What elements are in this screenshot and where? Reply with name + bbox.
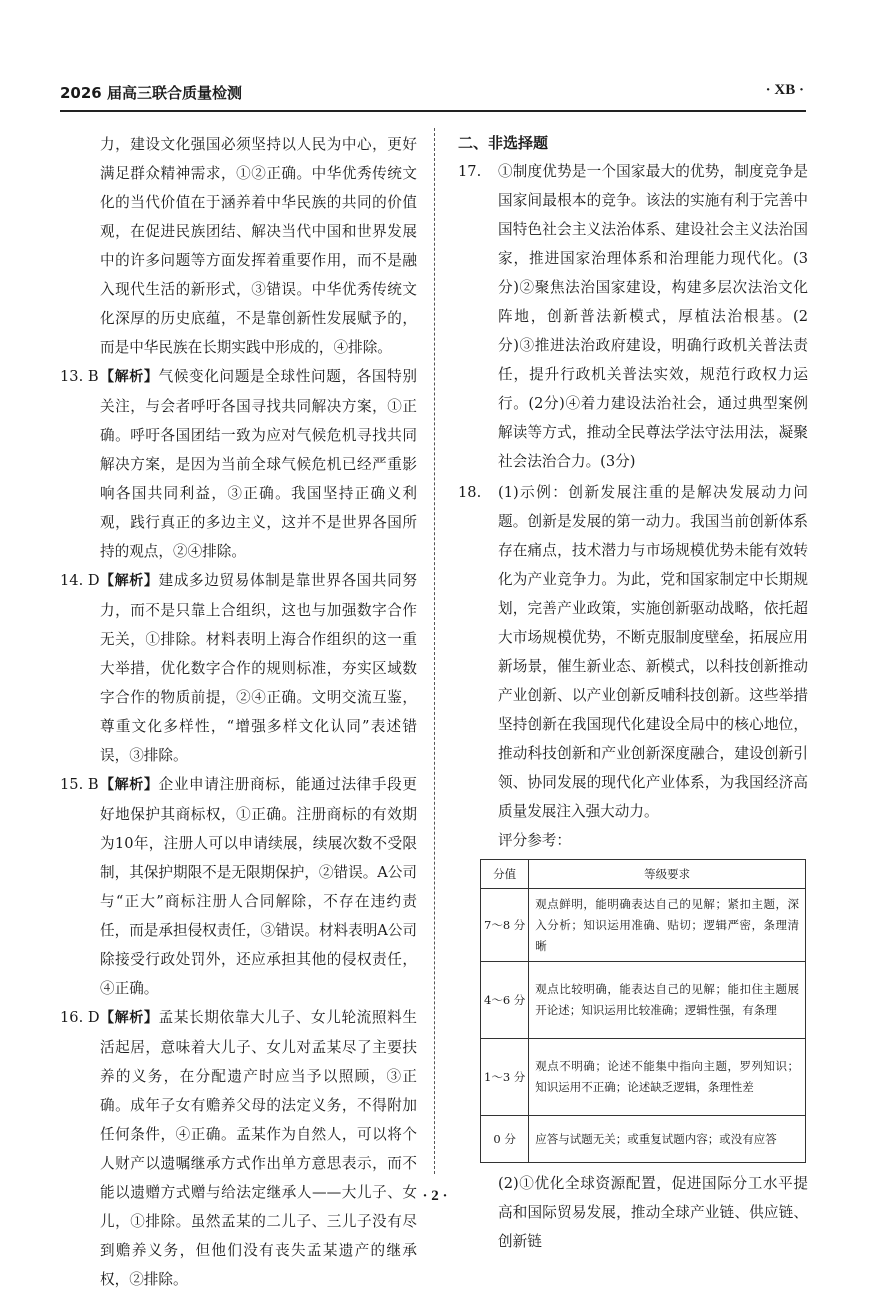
item-text: 孟某长期依靠大儿子、女儿轮流照料生活起居，意味着大儿子、女儿对孟某尽了主要扶养的义务，在分配遗产时应当予以照顾，③正确。成年子女有赡养父母的法定义务，不得附加任何条件，④正确。孟某作为自然人，可以将个人财产以遗嘱继承方式作出单方意思表示，而不能以遗赠方式赠与给法定继承人——大儿子、女儿，①排除。虽然孟某的二儿子、三儿子没有尽到赡养义务，但他们没有丧失孟某遗产的继承权，②排除。 (100, 1009, 417, 1288)
table-row (481, 889, 806, 962)
answer-item-17 (458, 157, 808, 476)
item-number: 18. (458, 484, 482, 501)
scoring-reference-label: 评分参考： (498, 832, 571, 849)
analysis-tag: 【解析】 (100, 369, 159, 385)
item-text: (1)示例：创新发展注重的是解决发展动力问题。创新是发展的第一动力。我国当前创新体系存在痛点，技术潜力与市场规模优势未能有效转化为产业竞争力。为此，党和国家制定中长期规划，完善产业政策，实施创新驱动战略，依托超大市场规模优势，不断克服制度壁垒，拓展应用新场景，催生新业态、新模式，以科技创新推动产业创新、以产业创新反哺科技创新。这些举措坚持创新在我国现代化建设全局中的核心地位，推动科技创新和产业创新深度融合，建设创新引领、协同发展的现代化产业体系，为我国经济高质量发展注入强大动力。 (498, 484, 808, 820)
section-title: 二、非选择题 (458, 134, 549, 152)
table-row (481, 1116, 806, 1163)
page-number: · 2 · (422, 1188, 448, 1204)
item-number: 15. B (60, 776, 99, 793)
continuation-paragraph: 力，建设文化强国必须坚持以人民为中心，更好满足群众精神需求，①②正确。中华优秀传统文化的当代价值在于涵养着中华民族的共同的价值观，在促进民族团结、解决当代中国和世界发展中的许多问题等方面发挥着重要作用，而不是融入现代生活的新形式，③错误。中华优秀传统文化深厚的历史底蕴，不是靠创新性发展赋予的，而是中华民族在长期实践中形成的，④排除。 (100, 136, 417, 356)
answer-item-14 (60, 566, 417, 770)
item-number: 14. D (60, 572, 100, 589)
right-column (458, 130, 808, 1256)
score-cell: 7～8 分 (481, 889, 529, 962)
item-number: 16. D (60, 1009, 100, 1026)
exam-code: · XB · (765, 82, 804, 98)
table-row (481, 1039, 806, 1116)
item-text: 建成多边贸易体制是靠世界各国共同努力，而不是只靠上合组织，这也与加强数字合作无关，①排除。材料表明上海合作组织的这一重大举措，优化数字合作的规则标准，夯实区域数字合作的物质前提，②④正确。文明交流互鉴，尊重文化多样性，“增强多样文化认同”表述错误，③排除。 (100, 572, 417, 764)
requirement-cell: 观点鲜明，能明确表达自己的见解；紧扣主题，深入分析；知识运用准确、贴切；逻辑严密，条理清晰 (529, 889, 806, 962)
requirement-cell: 观点不明确；论述不能集中指向主题，罗列知识；知识运用不正确；论述缺乏逻辑，条理性差 (529, 1039, 806, 1116)
item-number: 17. (458, 163, 482, 180)
table-header-score: 分值 (481, 860, 529, 889)
item-text: 气候变化问题是全球性问题，各国特别关注，与会者呼吁各国寻找共同解决方案，①正确。呼吁各国团结一致为应对气候危机寻找共同解决方案，是因为当前全球气候危机已经严重影响各国共同利益，③正确。我国坚持正确义利观，践行真正的多边主义，这并不是世界各国所持的观点，②④排除。 (100, 368, 417, 560)
exam-title: 2026 届高三联合质量检测 (60, 84, 242, 102)
score-cell: 0 分 (481, 1116, 529, 1163)
item-number: 13. B (60, 368, 99, 385)
page-header (60, 80, 806, 112)
column-divider (434, 128, 435, 1174)
item-text: 企业申请注册商标，能通过法律手段更好地保护其商标权，①正确。注册商标的有效期为10年，注册人可以申请续展，续展次数不受限制，其保护期限不是无限期保护，②错误。A公司与“正大”商标注册人合同解除，不存在违约责任，而是承担侵权责任，③错误。材料表明A公司除接受行政处罚外，还应承担其他的侵权责任，④正确。 (100, 776, 418, 997)
requirement-cell: 观点比较明确，能表达自己的见解；能扣住主题展开论述；知识运用比较准确；逻辑性强，有条理 (529, 962, 806, 1039)
answer-item-16 (60, 1003, 417, 1294)
score-cell: 4～6 分 (481, 962, 529, 1039)
table-row (481, 962, 806, 1039)
answer-item-13 (60, 362, 417, 566)
analysis-tag: 【解析】 (100, 1010, 159, 1026)
requirement-cell: 应答与试题无关；或重复试题内容；或没有应答 (529, 1116, 806, 1163)
answer-item-18 (458, 478, 808, 826)
answer-18-part2: (2)①优化全球资源配置，促进国际分工水平提高和国际贸易发展，推动全球产业链、供应链、创新链 (498, 1175, 808, 1250)
score-cell: 1～3 分 (481, 1039, 529, 1116)
left-column (60, 130, 417, 1294)
scoring-table (480, 859, 806, 1163)
table-header-requirement: 等级要求 (529, 860, 806, 889)
answer-item-15 (60, 770, 417, 1003)
analysis-tag: 【解析】 (100, 777, 159, 793)
item-text: ①制度优势是一个国家最大的优势，制度竞争是国家间最根本的竞争。该法的实施有利于完善中国特色社会主义法治体系、建设社会主义法治国家，推进国家治理体系和治理能力现代化。(3分)②聚焦法治国家建设，构建多层次法治文化阵地，创新普法新模式，厚植法治根基。(2分)③推进法治政府建设，明确行政机关普法责任，提升行政机关普法实效，规范行政权力运行。(2分)④着力建设法治社会，通过典型案例解读等方式，推动全民尊法学法守法用法，凝聚社会法治合力。(3分) (498, 163, 808, 470)
analysis-tag: 【解析】 (100, 573, 159, 589)
table-header-row (481, 860, 806, 889)
